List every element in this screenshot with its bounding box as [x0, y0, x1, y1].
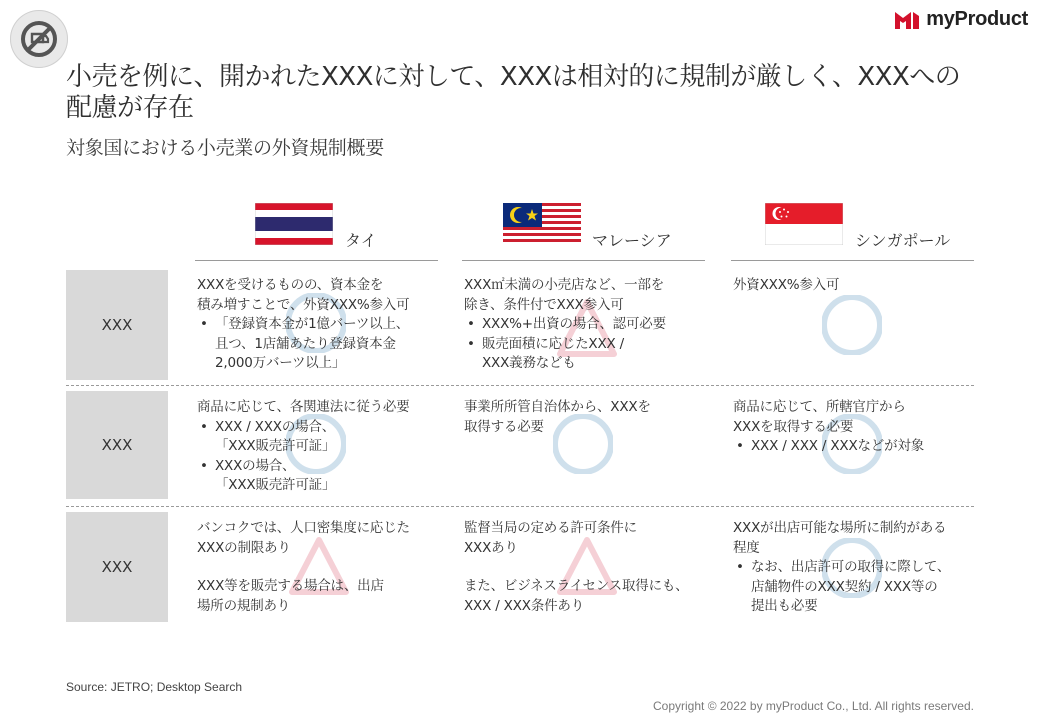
bullet-item: • XXX%+出資の場合、認可必要 — [464, 315, 714, 335]
thailand-flag-icon — [255, 203, 333, 245]
brand-name: myProduct — [926, 8, 1028, 30]
cell-text: 商品に応じて、所轄官庁から XXXを取得する必要 — [733, 399, 906, 435]
cell-singapore-row3 — [733, 519, 983, 617]
circle-mark-icon — [822, 295, 882, 355]
country-name: タイ — [345, 231, 377, 250]
bullet-item: • XXX / XXX / XXXなどが対象 — [733, 437, 983, 457]
malaysia-flag-icon — [503, 203, 581, 245]
bullet-item: • 「登録資本金が1億バーツ以上、 且つ、1店舗あたり登録資本金 2,000万バーツ以上」 — [197, 315, 447, 374]
bullet-item: • 販売面積に応じたXXX / XXX義務なども — [464, 335, 714, 374]
brand-logo — [894, 8, 1028, 31]
cell-text: 商品に応じて、各関連法に従う必要 — [197, 399, 410, 415]
row-label: XXX — [66, 391, 168, 499]
bullet-list — [733, 558, 983, 617]
cell-singapore-row1 — [733, 276, 983, 296]
country-header-singapore — [731, 200, 974, 261]
cell-malaysia-row3 — [464, 519, 714, 616]
cell-thailand-row3 — [197, 519, 447, 616]
brand-mark-icon — [894, 10, 920, 30]
country-header-malaysia — [462, 200, 705, 261]
cell-thailand-row1 — [197, 276, 447, 374]
bullet-list — [464, 315, 714, 374]
cell-malaysia-row2 — [464, 398, 714, 437]
cell-text: 事業所所管自治体から、XXXを 取得する必要 — [464, 399, 651, 435]
cell-text: XXX㎡未満の小売店など、一部を 除き、条件付でXXX参入可 — [464, 277, 665, 313]
country-name: マレーシア — [592, 231, 672, 250]
country-header-thailand — [195, 200, 438, 261]
cell-malaysia-row1 — [464, 276, 714, 374]
cell-text: 外資XXX%参入可 — [733, 277, 840, 293]
bullet-list — [197, 315, 447, 374]
cell-text-secondary: XXX等を販売する場合は、出店 場所の規制あり — [197, 578, 384, 614]
row-label: XXX — [66, 512, 168, 622]
source-note: Source: JETRO; Desktop Search — [66, 680, 243, 694]
row-divider — [66, 385, 974, 386]
singapore-flag-icon — [765, 203, 843, 245]
no-entry-badge — [10, 10, 68, 68]
row-label: XXX — [66, 270, 168, 380]
cell-thailand-row2 — [197, 398, 447, 496]
country-name: シンガポール — [855, 231, 951, 250]
page-subtitle: 対象国における小売業の外資規制概要 — [66, 137, 384, 159]
bullet-item: • XXX / XXXの場合、 「XXX販売許可証」 — [197, 418, 447, 457]
cell-text: 監督当局の定める許可条件に XXXあり — [464, 520, 637, 556]
bullet-item: • XXXの場合、 「XXX販売許可証」 — [197, 457, 447, 496]
page-title: 小売を例に、開かれたXXXに対して、XXXは相対的に規制が厳しく、XXXへの配慮が存在 — [66, 62, 961, 123]
bullet-item: • なお、出店許可の取得に際して、 店舗物件のXXX契約 / XXX等の 提出も必要 — [733, 558, 983, 617]
cell-text: バンコクでは、人口密集度に応じた XXXの制限あり — [197, 520, 410, 556]
row-divider — [66, 506, 974, 507]
no-entry-icon — [10, 10, 68, 68]
bullet-list — [197, 418, 447, 496]
bullet-list — [733, 437, 983, 457]
cell-text: XXXが出店可能な場所に制約がある 程度 — [733, 520, 947, 556]
cell-text-secondary: また、ビジネスライセンス取得にも、 XXX / XXX条件あり — [464, 578, 689, 614]
cell-singapore-row2 — [733, 398, 983, 457]
cell-text: XXXを受けるものの、資本金を 積み増すことで、外資XXX%参入可 — [197, 277, 410, 313]
copyright-notice: Copyright © 2022 by myProduct Co., Ltd. All rights reserved. — [653, 699, 974, 713]
